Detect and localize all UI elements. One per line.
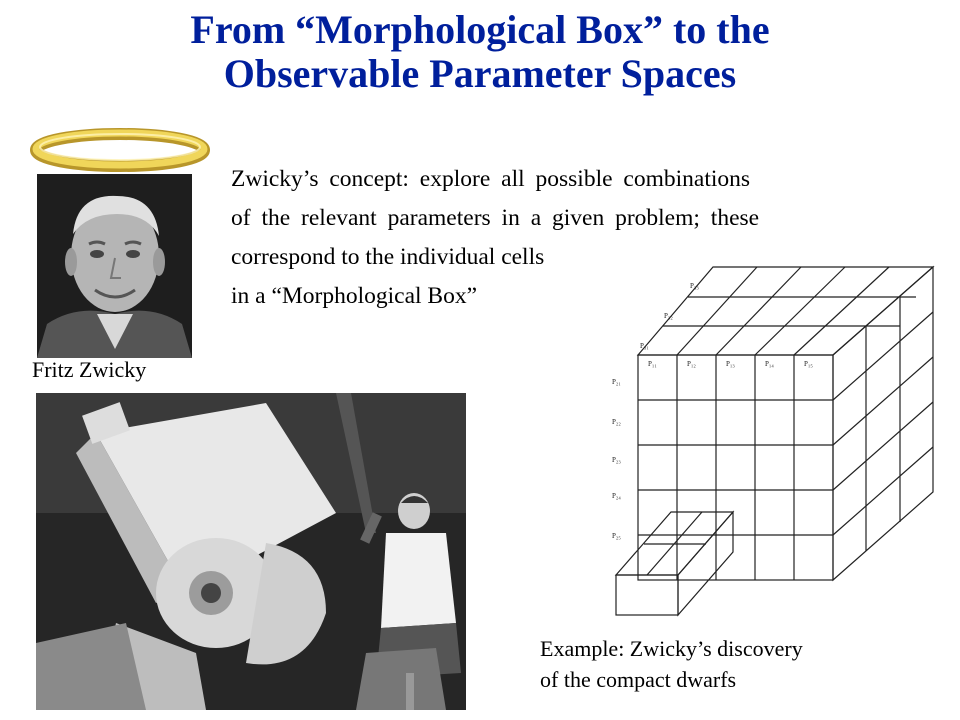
title-line-1: From “Morphological Box” to the [190,7,770,52]
example-caption [540,633,940,695]
fritz-zwicky-portrait [37,174,192,358]
label-p24: P₂₄ [612,492,621,500]
morphological-box-diagram [598,262,938,622]
label-p11: P₁₁ [648,360,657,368]
concept-line-4: in a “Morphological Box” [231,283,478,309]
label-p32: P₃₂ [664,312,673,320]
concept-line-1: Zwicky’s concept: explore all possible combinations [231,166,751,192]
concept-line-2: of the relevant parameters in a given problem; these [231,205,760,231]
label-p13: P₁₃ [726,360,735,368]
example-line-2: of the compact dwarfs [540,667,737,692]
label-p21: P₂₁ [612,378,621,386]
label-p12: P₁₂ [687,360,696,368]
portrait-image [37,174,192,358]
label-p33: P₃₃ [690,282,699,290]
zwicky-telescope-photo [36,393,466,710]
halo-icon [30,128,210,172]
label-p14: P₁₄ [765,360,774,368]
label-p15: P₁₅ [804,360,813,368]
label-p23: P₂₃ [612,456,621,464]
slide-title [0,8,960,96]
title-line-2: Observable Parameter Spaces [223,51,737,96]
concept-line-3: correspond to the individual cells [231,244,545,270]
example-line-1: Example: Zwicky’s discovery [540,636,803,661]
label-p25: P₂₅ [612,532,621,540]
portrait-caption: Fritz Zwicky [32,357,147,382]
telescope-image [36,393,466,710]
label-p31: P₃₁ [640,342,649,350]
label-p22: P₂₂ [612,418,621,426]
